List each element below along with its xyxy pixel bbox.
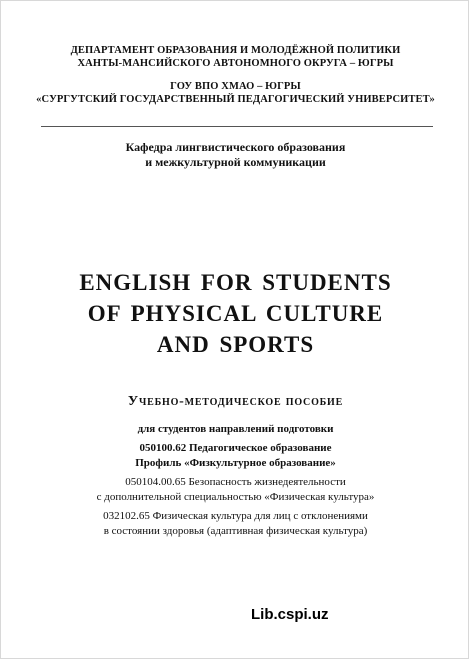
specialty-item — [1, 509, 469, 538]
title-line: AND SPORTS — [156, 332, 315, 357]
specialty-item — [1, 441, 469, 470]
header-divider — [41, 126, 433, 127]
chair-line: Кафедра лингвистического образования — [125, 140, 346, 154]
specialty-item — [1, 475, 469, 504]
specialty-line: 032102.65 Физическая культура для лиц с отклонениями — [103, 510, 368, 522]
specialty-line: в состоянии здоровья (адаптивная физическая культура) — [103, 524, 368, 537]
department-line: ХАНТЫ-МАНСИЙСКОГО АВТОНОМНОГО ОКРУГА – ЮГРЫ — [77, 57, 394, 69]
title-line: OF PHYSICAL CULTURE — [87, 301, 384, 326]
audience-note — [1, 422, 469, 436]
institution-line: «СУРГУТСКИЙ ГОСУДАРСТВЕННЫЙ ПЕДАГОГИЧЕСКИЙ УНИВЕРСИТЕТ» — [36, 93, 435, 105]
chair-name — [1, 140, 469, 170]
chair-line: и межкультурной коммуникации — [145, 155, 326, 169]
title-line: ENGLISH FOR STUDENTS — [79, 270, 392, 295]
specialties-list — [1, 441, 469, 543]
specialty-line: 050104.00.65 Безопасность жизнедеятельности — [125, 476, 346, 488]
book-title — [1, 267, 469, 360]
site-watermark: Lib.cspi.uz — [251, 606, 329, 623]
publication-kind — [1, 393, 469, 411]
department-line: ДЕПАРТАМЕНТ ОБРАЗОВАНИЯ И МОЛОДЁЖНОЙ ПОЛИТИКИ — [70, 45, 401, 56]
department-header — [1, 45, 469, 70]
specialty-line: с дополнительной специальностью «Физическая культура» — [96, 490, 375, 503]
specialty-line: 050100.62 Педагогическое образование — [139, 442, 332, 454]
institution-header — [1, 81, 469, 106]
publication-kind-text: Учебно-методическое пособие — [127, 394, 344, 409]
audience-text: для студентов направлений подготовки — [137, 423, 334, 435]
institution-line: ГОУ ВПО ХМАО – ЮГРЫ — [170, 81, 301, 92]
specialty-line: Профиль «Физкультурное образование» — [135, 456, 336, 469]
